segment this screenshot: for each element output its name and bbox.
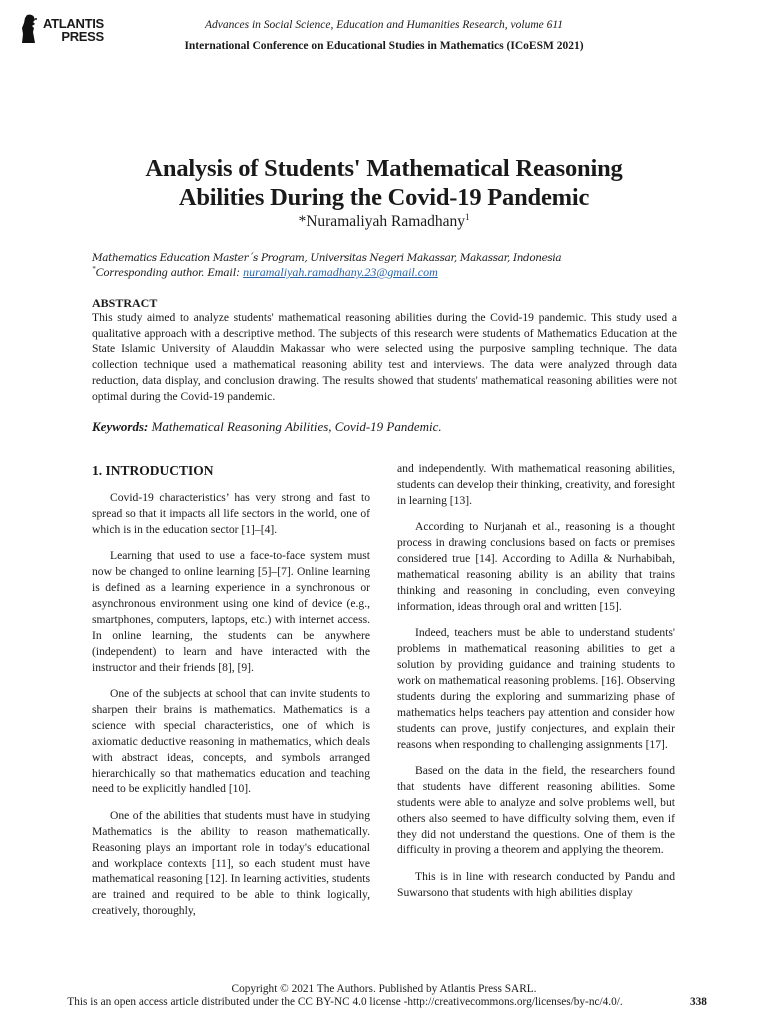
section-heading-introduction: 1. INTRODUCTION: [92, 463, 214, 478]
affiliation: Mathematics Education Master´s Program, Universitas Negeri Makassar, Makassar, Indonesia: [92, 252, 562, 264]
logo-line-2: PRESS: [61, 29, 104, 44]
paragraph: According to Nurjanah et al., reasoning is a thought process in drawing conclusions based on facts or premises considered true [14]. According to Adilla & Nurhabibah, mathematical reasoning ability is an ability that trains thinking and reasoning in concluding, even conveying information, ideas through oral and written [15].: [397, 520, 675, 613]
footer-license: This is an open access article distributed under the CC BY-NC 4.0 license -http://creativecommons.org/licenses/by-nc/4.0/.: [67, 996, 623, 1008]
left-column: [92, 462, 370, 930]
paragraph: Indeed, teachers must be able to understand students' problems in mathematical reasoning abilities to get a solution by providing guidance and training students to work on mathematical reasoning problems. [16]. Observing students during the exploring and summarizing phase of mathematics helps teachers pay attention and consider how students can prove, justify conjectures, and explain their reasons when responding to challenging assignments [17].: [397, 626, 675, 751]
author-text: *Nuramaliyah Ramadhany: [298, 213, 466, 231]
right-column: [397, 461, 675, 911]
paragraph-continuation: and independently. With mathematical reasoning abilities, students can develop their thinking, creativity, and foresight in learning [13].: [397, 462, 675, 507]
corresponding-label: Corresponding author. Email:: [95, 265, 244, 279]
keywords: [92, 419, 442, 435]
author-name: [0, 212, 768, 231]
corresponding-author: [92, 265, 438, 280]
paragraph: This is in line with research conducted by Pandu and Suwarsono that students with high abilities display: [397, 869, 675, 899]
title-line-2: Abilities During the Covid-19 Pandemic: [178, 184, 590, 211]
paragraph: One of the subjects at school that can invite students to sharpen their brains is mathematics. Mathematics is a science with special characteristics, one of which is axiomatic deductive reasoning in mathematics, which deals with abstract ideas, concepts, and symbols arranged hierarchically so that mathematics education and teaching need to be explicitly handled [10].: [92, 686, 370, 796]
author-superscript: 1: [465, 212, 470, 222]
abstract-heading: ABSTRACT: [92, 296, 158, 310]
series-title: Advances in Social Science, Education and Humanities Research, volume 611: [205, 19, 563, 31]
keywords-text: Mathematical Reasoning Abilities, Covid-19 Pandemic.: [148, 419, 442, 434]
paragraph: Based on the data in the field, the researchers found that students have different reasoning abilities. Some students were able to analyze and solve problems well, but others also seemed to have difficulty solving them, even if they did not understand the questions. One of them is the difficulty in proving a theorem and applying the theorem.: [397, 763, 675, 857]
conference-title: International Conference on Educational Studies in Mathematics (ICoESM 2021): [184, 40, 584, 52]
corresponding-asterisk: *: [92, 265, 96, 273]
paragraph: Covid-19 characteristics’ has very strong and fast to spread so that it impacts all life sectors in the world, one of which is in the education sector [1]–[4].: [92, 491, 370, 536]
title-line-1: Analysis of Students' Mathematical Reasoning: [145, 155, 623, 182]
keywords-label: Keywords:: [92, 419, 149, 434]
email-link[interactable]: nuramaliyah.ramadhany.23@gmail.com: [243, 265, 438, 279]
paragraph: One of the abilities that students must have in studying Mathematics is the ability to reason mathematically. Reasoning plays an important role in today's educational and workplace contexts [11], so each student must have mathematical reasoning [12]. In learning activities, students are trained and required to be able to think logically, creatively, thoroughly,: [92, 808, 370, 918]
paper-title: [0, 154, 768, 212]
paragraph: Learning that used to use a face-to-face system must now be changed to online learning [5]–[7]. Online learning is defined as a learning experience in a synchronous or asynchronous environment using one kind of device (e.g., smartphones, computers, laptops, etc.) with internet access. In online learning, the students can be anywhere (independent) to learn and have interacted with the instructor and their friends [8], [9].: [92, 549, 370, 674]
abstract-text: This study aimed to analyze students' mathematical reasoning abilities during the Covid-19 pandemic. This study used a qualitative approach with a descriptive method. The subjects of this research were students of Mathematics Education at the State Islamic University of Alauddin Makassar who were selected using the purposive sampling technique. The data collection technique used a mathematical reasoning ability test and interviews. The data were analyzed through data reduction, data display, and conclusion drawing. The results showed that students' mathematical reasoning abilities were not optimal during the Covid-19 pandemic.: [92, 311, 677, 403]
page-number: 338: [690, 996, 707, 1008]
logo-line-1: ATLANTIS: [43, 16, 104, 31]
footer-copyright: Copyright © 2021 The Authors. Published by Atlantis Press SARL.: [231, 983, 537, 995]
